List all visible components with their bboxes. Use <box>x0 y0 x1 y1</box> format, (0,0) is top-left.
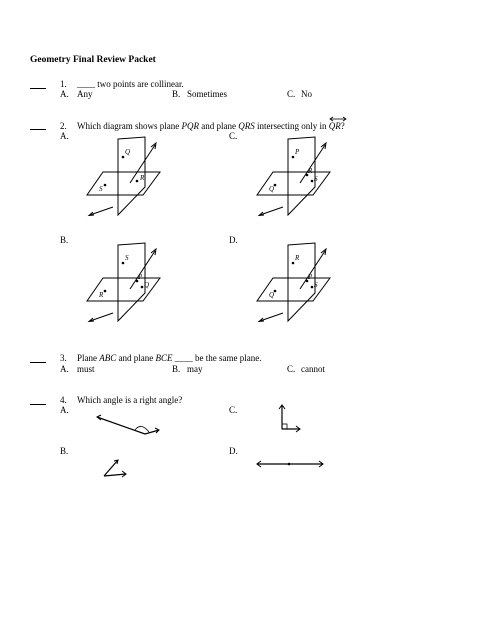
page-title: Geometry Final Review Packet <box>30 55 156 65</box>
q3-number: 3. <box>60 353 67 363</box>
q3-choice-a: must <box>77 364 95 374</box>
label-d-left: Q <box>269 291 275 299</box>
q4-option-a-letter: A. <box>60 405 69 415</box>
q1-choice-a-letter: A. <box>60 89 69 99</box>
q4-option-d-letter: D. <box>229 446 238 456</box>
label-d-mid2: S <box>314 281 318 289</box>
label-c-top: P <box>295 148 300 156</box>
q3-choice-b-letter: B. <box>172 364 181 374</box>
label-b-mid2: Q <box>144 281 150 289</box>
answer-blank-q1[interactable] <box>30 79 46 89</box>
q3-choice-a-letter: A. <box>60 364 69 374</box>
q3-choice-c-letter: C. <box>287 364 296 374</box>
q2-option-b-letter: B. <box>60 235 69 245</box>
q3-choice-b: may <box>187 364 203 374</box>
q2-option-d-letter: D. <box>229 235 238 245</box>
angle-d-straight <box>255 458 327 470</box>
q3-text: Plane ABC and plane BCE ____ be the same plane. <box>77 353 262 363</box>
angle-b-acute <box>100 454 140 484</box>
diagram-c <box>255 137 335 217</box>
label-b-mid1: P <box>138 273 143 281</box>
line-qr: QR <box>329 121 341 131</box>
diagram-a <box>85 137 165 217</box>
label-a-mid: R <box>140 174 145 182</box>
answer-blank-q3[interactable] <box>30 353 46 363</box>
q4-option-c-letter: C. <box>229 405 238 415</box>
answer-blank-q4[interactable] <box>30 395 46 405</box>
q2-number: 2. <box>60 121 67 131</box>
answer-blank-q2[interactable] <box>30 120 46 130</box>
label-c-mid2: S <box>314 175 318 183</box>
q2-option-a-letter: A. <box>60 131 69 141</box>
q1-choice-a: Any <box>77 89 93 99</box>
q2-option-c-letter: C. <box>229 131 238 141</box>
q1-choice-c-letter: C. <box>287 89 296 99</box>
diagram-b <box>85 243 165 323</box>
label-d-top: R <box>295 254 300 262</box>
q3-choice-c: cannot <box>301 364 325 374</box>
label-b-left: R <box>99 291 104 299</box>
label-b-top: S <box>125 254 129 262</box>
q1-choice-c: No <box>301 89 312 99</box>
angle-c-right <box>270 403 310 443</box>
q1-text: ____ two points are collinear. <box>77 79 184 89</box>
q4-text: Which angle is a right angle? <box>77 395 183 405</box>
q1-choice-b-letter: B. <box>172 89 181 99</box>
line-arrow-icon <box>329 116 349 122</box>
label-d-mid1: P <box>308 273 313 281</box>
q1-number: 1. <box>60 79 67 89</box>
q1-choice-b: Sometimes <box>187 89 227 99</box>
q2-text: Which diagram shows plane PQR and plane QRS intersecting only in QR ? <box>77 121 345 131</box>
label-c-mid1: R <box>308 167 313 175</box>
diagram-d <box>255 243 335 323</box>
label-c-left: Q <box>269 185 275 193</box>
label-a-top: Q <box>125 148 131 156</box>
q4-option-b-letter: B. <box>60 446 69 456</box>
angle-a-obtuse <box>95 412 165 442</box>
q4-number: 4. <box>60 395 67 405</box>
label-a-left: S <box>99 185 103 193</box>
